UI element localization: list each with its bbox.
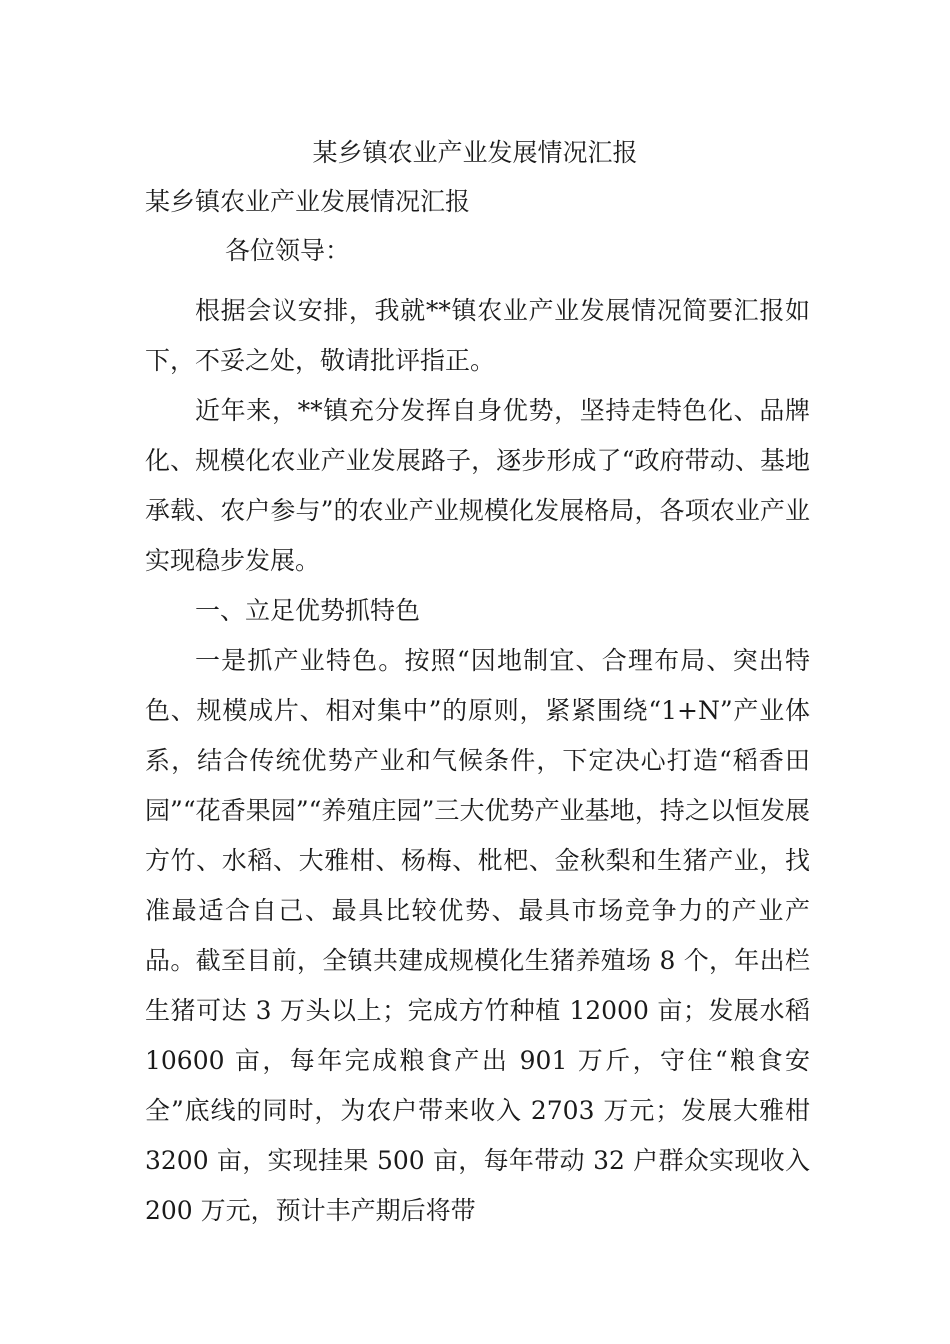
paragraph-intro: 根据会议安排，我就**镇农业产业发展情况简要汇报如下，不妥之处，敬请批评指正。 — [145, 296, 810, 375]
document-title: 某乡镇农业产业发展情况汇报 — [312, 138, 638, 167]
document-subtitle: 某乡镇农业产业发展情况汇报 — [145, 187, 471, 216]
section-heading: 一、立足优势抓特色 — [195, 596, 421, 625]
document-body — [145, 286, 810, 1236]
paragraph-overview: 近年来，**镇充分发挥自身优势，坚持走特色化、品牌化、规模化农业产业发展路子，逐步形成了“政府带动、基地承载、农户参与”的农业产业规模化发展格局，各项农业产业实现稳步发展。 — [145, 396, 810, 575]
salutation: 各位领导： — [225, 236, 351, 265]
paragraph-industry-features: 一是抓产业特色。按照“因地制宜、合理布局、突出特色、规模成片、相对集中”的原则，紧紧围绕“1+N”产业体系，结合传统优势产业和气候条件，下定决心打造“稻香田园”“花香果园”“养殖庄园”三大优势产业基地，持之以恒发展方竹、水稻、大雅柑、杨梅、枇杷、金秋梨和生猪产业，找准最适合自己、最具比较优势、最具市场竞争力的产业产品。截至目前，全镇共建成规模化生猪养殖场 8 个，年出栏生猪可达 3 万头以上；完成方竹种植 12000 亩；发展水稻 10600 亩，每年完成粮食产出 901 万斤，守住“粮食安全”底线的同时，为农户带来收入 2703 万元；发展大雅柑 3200 亩，实现挂果 500 亩，每年带动 32 户群众实现收入 200 万元，预计丰产期后将带 — [145, 646, 810, 1225]
